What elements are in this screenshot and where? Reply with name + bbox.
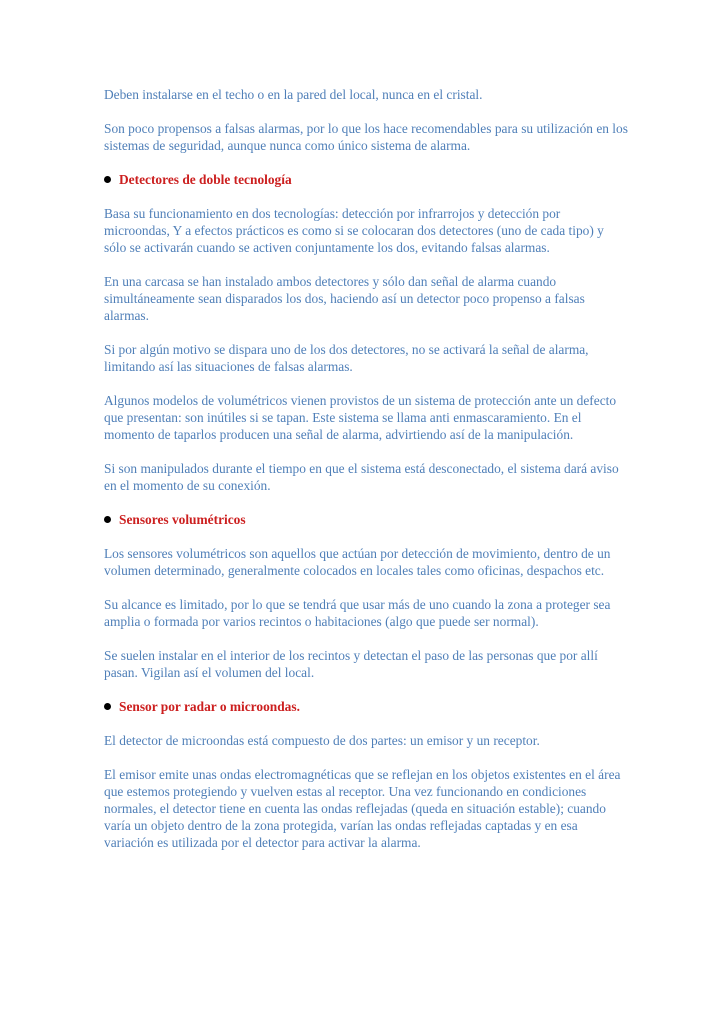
paragraph-install-location: Deben instalarse en el techo o en la pared del local, nunca en el cristal. <box>104 87 483 102</box>
heading-dual-technology-label: Detectores de doble tecnología <box>119 172 292 187</box>
heading-volumetric-sensors <box>104 511 628 528</box>
paragraph-dual-tech-housing: En una carcasa se han instalado ambos detectores y sólo dan señal de alarma cuando simultáneamente sean disparados los dos, haciendo así un detector poco propenso a falsas alarmas. <box>104 274 585 323</box>
paragraph-volumetric-definition: Los sensores volumétricos son aquellos que actúan por detección de movimiento, dentro de un volumen determinado, generalmente colocados en locales tales como oficinas, despachos etc. <box>104 546 611 578</box>
paragraph-false-alarms: Son poco propensos a falsas alarmas, por lo que los hace recomendables para su utilización en los sistemas de seguridad, aunque nunca como único sistema de alarma. <box>104 121 628 153</box>
document-page <box>104 86 628 868</box>
heading-dual-technology <box>104 171 628 188</box>
bullet-icon <box>104 703 111 710</box>
paragraph-dual-tech-single-trigger: Si por algún motivo se dispara uno de los dos detectores, no se activará la señal de alarma, limitando así las situaciones de falsas alarmas. <box>104 342 589 374</box>
paragraph-volumetric-range: Su alcance es limitado, por lo que se tendrá que usar más de uno cuando la zona a proteger sea amplia o formada por varios recintos o habitaciones (algo que puede ser normal). <box>104 597 611 629</box>
heading-radar-microwave-label: Sensor por radar o microondas. <box>119 699 300 714</box>
heading-volumetric-sensors-label: Sensores volumétricos <box>119 512 246 527</box>
bullet-icon <box>104 516 111 523</box>
paragraph-dual-tech-basis: Basa su funcionamiento en dos tecnologías: detección por infrarrojos y detección por microondas, Y a efectos prácticos es como si se colocaran dos detectores (uno de cada tipo) y sólo se activarán cuando se activen conjuntamente los dos, evitando falsas alarmas. <box>104 206 604 255</box>
bullet-icon <box>104 176 111 183</box>
heading-radar-microwave <box>104 698 628 715</box>
paragraph-anti-masking: Algunos modelos de volumétricos vienen provistos de un sistema de protección ante un defecto que presentan: son inútiles si se tapan. Este sistema se llama anti enmascaramiento. En el momento de taparlos producen una señal de alarma, advirtiendo así de la manipulación. <box>104 393 617 442</box>
paragraph-volumetric-installation: Se suelen instalar en el interior de los recintos y detectan el paso de las personas que por allí pasan. Vigilan así el volumen del local. <box>104 648 598 680</box>
paragraph-microwave-operation: El emisor emite unas ondas electromagnéticas que se reflejan en los objetos existentes en el área que estemos protegiendo y vuelven estas al receptor. Una vez funcionando en condiciones normales, el detector tiene en cuenta las ondas reflejadas (queda en situación estable); cuando varía un objeto dentro de la zona protegida, varían las ondas reflejadas captadas y en esa variación es utilizada por el detector para activar la alarma. <box>104 767 621 850</box>
paragraph-microwave-parts: El detector de microondas está compuesto de dos partes: un emisor y un receptor. <box>104 733 540 748</box>
paragraph-manipulation-warning: Si son manipulados durante el tiempo en que el sistema está desconectado, el sistema dará aviso en el momento de su conexión. <box>104 461 619 493</box>
